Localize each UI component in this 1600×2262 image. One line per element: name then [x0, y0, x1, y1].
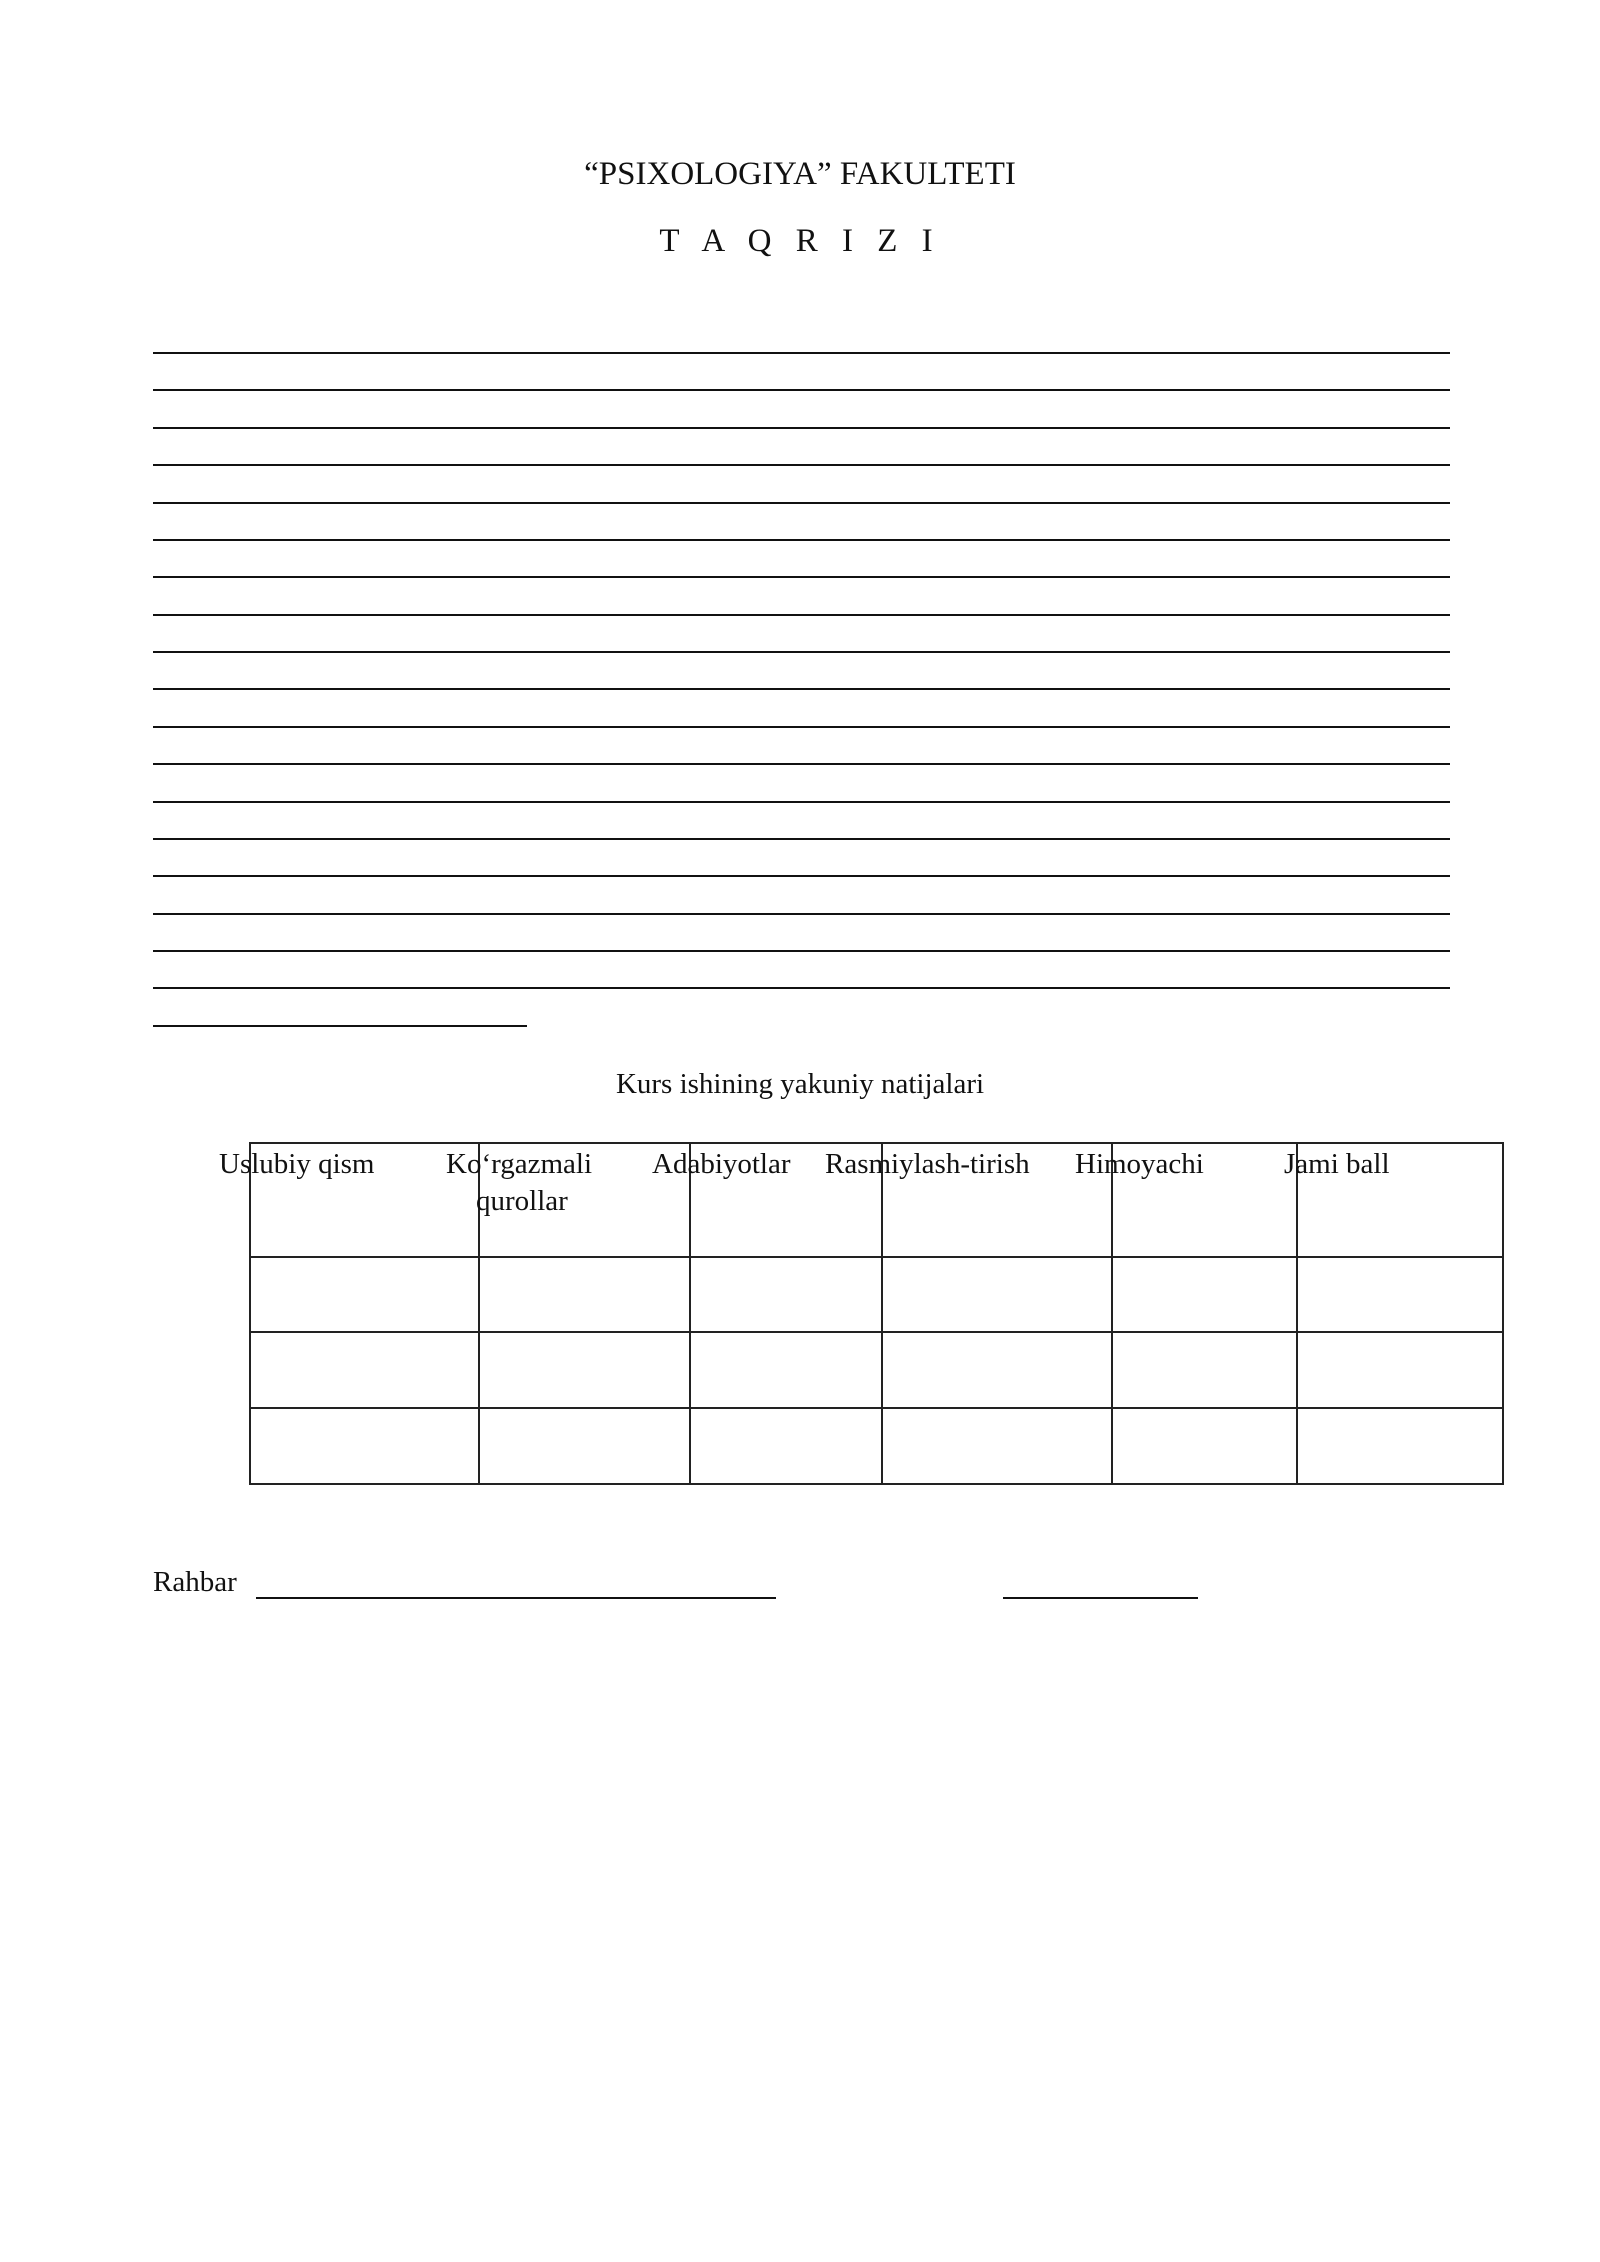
writing-line[interactable]	[153, 502, 1450, 504]
writing-line[interactable]	[153, 614, 1450, 616]
table-column-divider	[1111, 1142, 1113, 1485]
writing-line[interactable]	[153, 464, 1450, 466]
column-header-jami-ball	[1284, 1146, 1390, 1183]
table-border-bottom	[249, 1483, 1504, 1485]
date-line[interactable]	[1003, 1597, 1198, 1599]
writing-line[interactable]	[153, 539, 1450, 541]
writing-line[interactable]	[153, 726, 1450, 728]
column-header-label: Himoyachi	[1075, 1148, 1204, 1180]
writing-line-short[interactable]	[153, 1025, 527, 1027]
supervisor-signature-line[interactable]	[256, 1597, 776, 1599]
table-border-top	[249, 1142, 1504, 1144]
column-header-adabiyotlar	[652, 1146, 791, 1183]
writing-line[interactable]	[153, 576, 1450, 578]
table-row-divider	[249, 1256, 1504, 1258]
table-column-divider	[689, 1142, 691, 1485]
results-title: Kurs ishining yakuniy natijalari	[615, 1068, 985, 1100]
column-header-label: Uslubiy qism	[219, 1148, 375, 1180]
writing-line[interactable]	[153, 950, 1450, 952]
review-title: T A Q R I Z I	[659, 223, 941, 259]
supervisor-label: Rahbar	[153, 1566, 237, 1598]
writing-line[interactable]	[153, 352, 1450, 354]
column-header-label: Jami ball	[1284, 1148, 1390, 1180]
column-header-label: Rasmiylash-tirish	[825, 1148, 1030, 1180]
faculty-title: “PSIXOLOGIYA” FAKULTETI	[584, 156, 1016, 192]
column-header-korgazmali-qurollar	[446, 1146, 592, 1220]
column-header-label: Adabiyotlar	[652, 1148, 791, 1180]
writing-line[interactable]	[153, 427, 1450, 429]
column-header-label: Ko‘rgazmali	[446, 1148, 593, 1180]
writing-line[interactable]	[153, 763, 1450, 765]
writing-line[interactable]	[153, 651, 1450, 653]
table-border-right	[1502, 1142, 1504, 1485]
writing-line[interactable]	[153, 838, 1450, 840]
writing-line[interactable]	[153, 875, 1450, 877]
column-header-label-line2: qurollar	[476, 1185, 568, 1217]
writing-line[interactable]	[153, 688, 1450, 690]
writing-line[interactable]	[153, 389, 1450, 391]
table-row-divider	[249, 1407, 1504, 1409]
table-border-left	[249, 1142, 251, 1485]
writing-line[interactable]	[153, 913, 1450, 915]
writing-line[interactable]	[153, 987, 1450, 989]
column-header-rasmiylashtirish	[825, 1146, 1030, 1183]
table-column-divider	[1296, 1142, 1298, 1485]
table-column-divider	[881, 1142, 883, 1485]
column-header-himoyachi	[1075, 1146, 1204, 1183]
writing-line[interactable]	[153, 801, 1450, 803]
table-row-divider	[249, 1331, 1504, 1333]
column-header-uslubiy-qism	[219, 1146, 375, 1183]
